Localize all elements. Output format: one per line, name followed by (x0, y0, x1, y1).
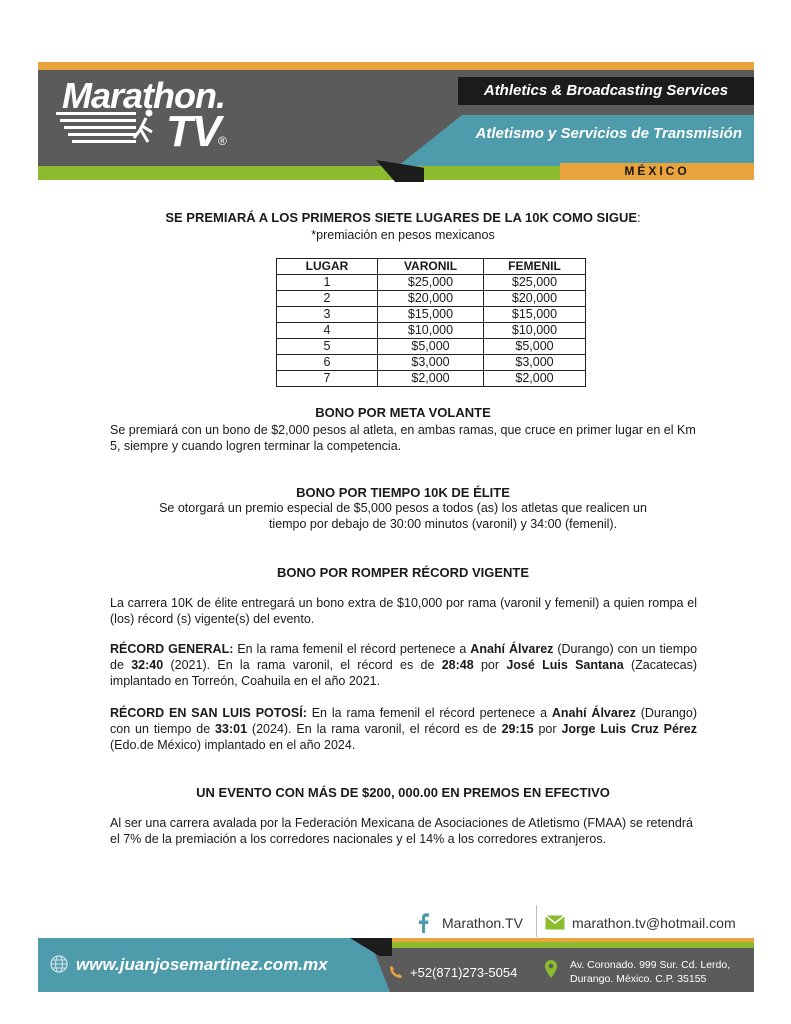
address-line-1: Av. Coronado. 999 Sur. Cd. Lerdo, (570, 959, 731, 971)
record-time-female: 33:01 (215, 722, 248, 736)
text: En la rama femenil el récord pertenece a (306, 706, 552, 720)
cell: 1 (277, 275, 378, 291)
location-pin-icon (545, 960, 557, 978)
text: (2021). En la rama varonil, el récord es de (163, 658, 442, 672)
cell: $5,000 (484, 339, 586, 355)
text: (Zacatecas) implantado en Torreón, Coahuila en el año 2021. (110, 658, 697, 688)
record-holder-male: Jorge Luis Cruz Pérez (561, 722, 697, 736)
globe-icon (50, 955, 68, 973)
bono-elite-title: BONO POR TIEMPO 10K DE ÉLITE (296, 485, 510, 500)
brand-logo-word: Marathon. (62, 75, 226, 116)
facebook-link[interactable]: Marathon.TV (442, 915, 523, 931)
email-link[interactable]: marathon.tv@hotmail.com (572, 915, 736, 931)
brand-logo-tv: TV (166, 107, 221, 156)
table-row (277, 371, 586, 387)
text: (Edo.de México) implantado en el año 2024. (110, 738, 356, 752)
website-link[interactable]: www.juanjosemartinez.com.mx (76, 955, 328, 974)
cell: $5,000 (378, 339, 484, 355)
table-row (277, 323, 586, 339)
record-time-female: 32:40 (131, 658, 164, 672)
table-row (277, 291, 586, 307)
bono-elite-line1: Se otorgará un premio especial de $5,000 pesos a todos (as) los atletas que realicen un (159, 501, 647, 515)
cell: $20,000 (378, 291, 484, 307)
address-line-2: Durango. México. C.P. 35155 (570, 973, 707, 985)
record-slp-label: RÉCORD EN SAN LUIS POTOSÍ: (110, 706, 307, 720)
evento-text: Al ser una carrera avalada por la Federación Mexicana de Asociaciones de Atletismo (FMAA) se retendrá el 7% de la premiación a los corredores nacionales y el 14% a los corredores extranjeros. (110, 816, 693, 846)
record-time-male: 28:48 (441, 658, 474, 672)
cell: 2 (277, 291, 378, 307)
footer-divider (536, 905, 537, 937)
cell: 5 (277, 339, 378, 355)
text: (Durango) con un tiempo de (110, 706, 697, 736)
cell: $25,000 (484, 275, 586, 291)
table-header-row (277, 259, 586, 275)
text: por (533, 722, 562, 736)
table-row (277, 307, 586, 323)
tagline-english: Athletics & Broadcasting Services (458, 77, 754, 105)
text: En la rama femenil el récord pertenece a (233, 642, 471, 656)
record-holder-male: José Luis Santana (506, 658, 624, 672)
evento-title: UN EVENTO CON MÁS DE $200, 000.00 EN PREMOS EN EFECTIVO (196, 785, 610, 800)
mail-icon (545, 915, 565, 930)
prizes-note: *premiación en pesos mexicanos (311, 228, 495, 242)
record-time-male: 29:15 (501, 722, 534, 736)
footer-green-stripe (376, 942, 754, 948)
cell: $15,000 (378, 307, 484, 323)
bono-record-text: La carrera 10K de élite entregará un bono extra de $10,000 por rama (varonil y femenil) a quien rompa el (los) récord (s) vigente(s) del evento. (110, 596, 697, 626)
table-row (277, 355, 586, 371)
record-holder-female: Anahí Álvarez (551, 706, 636, 720)
bono-meta-text: Se premiará con un bono de $2,000 pesos al atleta, en ambas ramas, que cruce en primer lugar en el Km 5, siempre y cuando logren terminar la competencia. (110, 423, 696, 453)
prizes-title: SE PREMIARÁ A LOS PRIMEROS SIETE LUGARES DE LA 10K COMO SIGUE: (165, 210, 641, 225)
cell: $2,000 (378, 371, 484, 387)
cell: 3 (277, 307, 378, 323)
phone-icon (389, 965, 403, 979)
facebook-icon[interactable] (416, 913, 430, 933)
text: (2024). En la rama varonil, el récord es de (247, 722, 502, 736)
bono-meta-title: BONO POR META VOLANTE (315, 405, 491, 420)
cell: 7 (277, 371, 378, 387)
record-general-label: RÉCORD GENERAL: (110, 642, 234, 656)
record-holder-female: Anahí Álvarez (470, 642, 554, 656)
text: por (473, 658, 507, 672)
prize-table (276, 258, 586, 387)
cell: $3,000 (484, 355, 586, 371)
registered-mark: ® (218, 134, 227, 148)
header-top-stripe (38, 62, 754, 70)
tagline-spanish: Atletismo y Servicios de Transmisión (475, 125, 742, 142)
record-slp-paragraph (110, 705, 697, 753)
cell: $10,000 (484, 323, 586, 339)
text: (Durango) con un tiempo de (110, 642, 698, 672)
bono-record-title: BONO POR ROMPER RÉCORD VIGENTE (276, 565, 530, 580)
cell: $2,000 (484, 371, 586, 387)
bono-elite-line2: tiempo por debajo de 30:00 minutos (varonil) y 34:00 (femenil). (268, 517, 618, 531)
cell: 6 (277, 355, 378, 371)
table-row (277, 275, 586, 291)
cell: $25,000 (378, 275, 484, 291)
col-lugar: LUGAR (277, 259, 378, 275)
col-femenil: FEMENIL (484, 259, 586, 275)
cell: $10,000 (378, 323, 484, 339)
cell: $3,000 (378, 355, 484, 371)
record-general-paragraph (110, 641, 697, 689)
cell: $20,000 (484, 291, 586, 307)
col-varonil: VARONIL (378, 259, 484, 275)
cell: 4 (277, 323, 378, 339)
cell: $15,000 (484, 307, 586, 323)
phone-number[interactable]: +52(871)273-5054 (410, 965, 518, 980)
table-row (277, 339, 586, 355)
header-country: MÉXICO (560, 163, 754, 180)
